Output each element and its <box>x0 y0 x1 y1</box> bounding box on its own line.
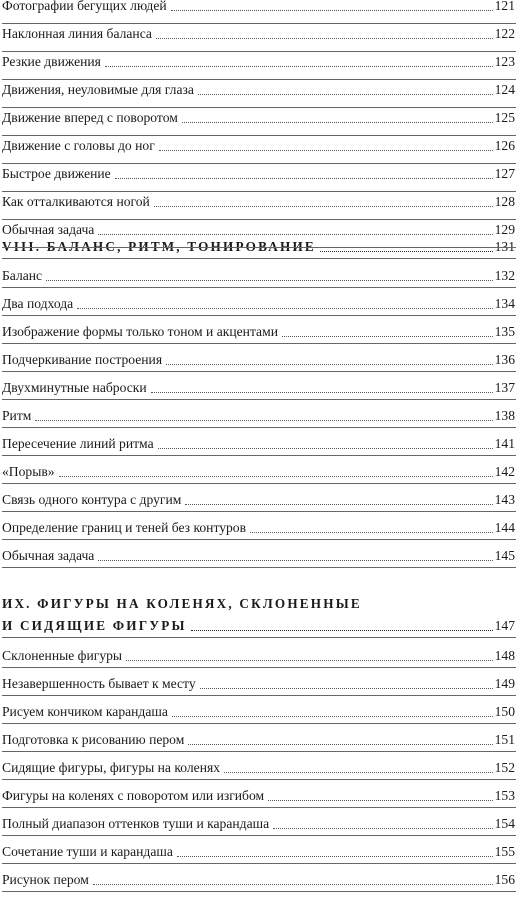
row-divider <box>2 51 516 52</box>
entry-title: Изображение формы только тоном и акцентами <box>2 324 278 339</box>
toc-entry[interactable] <box>2 296 515 312</box>
page-number: 149 <box>494 676 515 691</box>
dot-leader <box>273 827 493 829</box>
entry-title: И СИДЯЩИЕ ФИГУРЫ <box>2 618 187 633</box>
toc-entry[interactable] <box>2 110 515 126</box>
page-number: 142 <box>494 464 515 479</box>
toc-entry[interactable] <box>2 704 515 720</box>
dot-leader <box>320 250 493 252</box>
dot-leader <box>156 37 493 39</box>
dot-leader <box>250 531 493 533</box>
page-number: 132 <box>494 268 515 283</box>
page-number: 125 <box>494 110 515 125</box>
entry-title: Полный диапазон оттенков туши и карандаша <box>2 816 270 831</box>
dot-leader <box>59 475 493 477</box>
entry-title: Движения, неуловимые для глаза <box>2 82 194 97</box>
entry-title: Фигуры на коленях с поворотом или изгибом <box>2 788 265 803</box>
page-number: 148 <box>494 648 515 663</box>
page-number: 154 <box>494 816 515 831</box>
dot-leader <box>198 93 493 95</box>
toc-entry[interactable] <box>2 352 515 368</box>
page-number: 144 <box>494 520 515 535</box>
dot-leader <box>166 363 493 365</box>
dot-leader <box>93 883 493 885</box>
toc-entry[interactable] <box>2 648 515 664</box>
entry-title: Определение границ и теней без контуров <box>2 520 247 535</box>
page-number: 138 <box>494 408 515 423</box>
toc-entry[interactable] <box>2 82 515 98</box>
dot-leader <box>77 307 492 309</box>
page-number: 137 <box>494 380 515 395</box>
toc-entry[interactable] <box>2 436 515 452</box>
entry-title: Наклонная линия баланса <box>2 26 152 41</box>
entry-title: Как отталкиваются ногой <box>2 194 150 209</box>
page-number: 156 <box>494 872 515 887</box>
entry-title: Баланс <box>2 268 43 283</box>
chapter-title: ИХ. ФИГУРЫ НА КОЛЕНЯХ, СКЛОНЕННЫЕ <box>2 596 362 611</box>
toc-entry[interactable] <box>2 166 515 182</box>
dot-leader <box>151 391 493 393</box>
row-divider <box>2 455 516 456</box>
dot-leader <box>115 177 493 179</box>
entry-title: Двухминутные наброски <box>2 380 147 395</box>
entry-title: Рисуем кончиком карандаша <box>2 704 168 719</box>
dot-leader <box>282 335 493 337</box>
toc-entry[interactable] <box>2 138 515 154</box>
page-number: 131 <box>494 239 515 254</box>
toc-entry[interactable] <box>2 520 515 536</box>
toc-entry[interactable] <box>2 54 515 70</box>
toc-entry[interactable] <box>2 222 515 238</box>
page-number: 127 <box>494 166 515 181</box>
dot-leader <box>159 149 493 151</box>
page-number: 129 <box>494 222 515 237</box>
dot-leader <box>126 659 493 661</box>
row-divider <box>2 637 516 638</box>
row-divider <box>2 723 516 724</box>
entry-title: Подготовка к рисованию пером <box>2 732 185 747</box>
page-number: 152 <box>494 760 515 775</box>
dot-leader <box>185 503 492 505</box>
row-divider <box>2 23 516 24</box>
entry-title: Быстрое движение <box>2 166 111 181</box>
row-divider <box>2 751 516 752</box>
row-divider <box>2 247 516 248</box>
chapter-entry[interactable] <box>2 618 515 634</box>
row-divider <box>2 219 516 220</box>
entry-title: Резкие движения <box>2 54 101 69</box>
entry-title: Движение с головы до ног <box>2 138 155 153</box>
entry-title: Фотографии бегущих людей <box>2 0 167 13</box>
page-number: 134 <box>494 296 515 311</box>
entry-title: Ритм <box>2 408 32 423</box>
toc-entry[interactable] <box>2 380 515 396</box>
entry-title: Два подхода <box>2 296 74 311</box>
row-divider <box>2 483 516 484</box>
row-divider <box>2 667 516 668</box>
row-divider <box>2 79 516 80</box>
toc-entry[interactable] <box>2 676 515 692</box>
row-divider <box>2 539 516 540</box>
entry-title: Связь одного контура с другим <box>2 492 182 507</box>
entry-title: Склоненные фигуры <box>2 648 123 663</box>
row-divider <box>2 779 516 780</box>
page-number: 135 <box>494 324 515 339</box>
page-number: 151 <box>494 732 515 747</box>
page-number: 153 <box>494 788 515 803</box>
dot-leader <box>35 419 492 421</box>
row-divider <box>2 567 516 568</box>
entry-title: Пересечение линий ритма <box>2 436 154 451</box>
entry-title: Подчеркивание построения <box>2 352 163 367</box>
dot-leader <box>158 447 493 449</box>
row-divider <box>2 511 516 512</box>
toc-entry[interactable] <box>2 872 515 888</box>
dot-leader <box>182 121 493 123</box>
dot-leader <box>191 629 493 631</box>
entry-title: Обычная задача <box>2 548 95 563</box>
entry-title: VIII. БАЛАНС, РИТМ, ТОНИРОВАНИЕ <box>2 239 316 254</box>
toc-entry[interactable] <box>2 492 515 508</box>
row-divider <box>2 695 516 696</box>
page-number: 122 <box>494 26 515 41</box>
dot-leader <box>224 771 493 773</box>
dot-leader <box>154 205 493 207</box>
toc-entry[interactable] <box>2 268 515 284</box>
dot-leader <box>172 715 493 717</box>
toc-entry[interactable] <box>2 844 515 860</box>
page-number: 147 <box>494 618 515 633</box>
page-number: 150 <box>494 704 515 719</box>
row-divider <box>2 107 516 108</box>
dot-leader <box>105 65 493 67</box>
toc-entry[interactable] <box>2 732 515 748</box>
page-number: 124 <box>494 82 515 97</box>
row-divider <box>2 427 516 428</box>
row-divider <box>2 891 516 892</box>
row-divider <box>2 258 516 259</box>
row-divider <box>2 863 516 864</box>
page-number: 128 <box>494 194 515 209</box>
toc-entry[interactable] <box>2 408 515 424</box>
row-divider <box>2 399 516 400</box>
dot-leader <box>46 279 493 281</box>
row-divider <box>2 287 516 288</box>
toc-entry[interactable] <box>2 0 515 14</box>
toc-entry[interactable] <box>2 26 515 42</box>
page-number: 136 <box>494 352 515 367</box>
entry-title: Движение вперед с поворотом <box>2 110 178 125</box>
toc-entry[interactable] <box>2 788 515 804</box>
page-number: 145 <box>494 548 515 563</box>
row-divider <box>2 135 516 136</box>
row-divider <box>2 835 516 836</box>
page-number: 141 <box>494 436 515 451</box>
toc-entry[interactable] <box>2 816 515 832</box>
dot-leader <box>98 559 492 561</box>
entry-title: Обычная задача <box>2 222 95 237</box>
dot-leader <box>98 233 492 235</box>
toc-entry[interactable] <box>2 324 515 340</box>
dot-leader <box>200 687 493 689</box>
dot-leader <box>171 9 493 11</box>
page-number: 121 <box>494 0 515 13</box>
row-divider <box>2 191 516 192</box>
row-divider <box>2 315 516 316</box>
dot-leader <box>268 799 492 801</box>
toc-entry[interactable] <box>2 194 515 210</box>
page-number: 126 <box>494 138 515 153</box>
entry-title: Сидящие фигуры, фигуры на коленях <box>2 760 221 775</box>
dot-leader <box>188 743 492 745</box>
row-divider <box>2 163 516 164</box>
toc-entry[interactable] <box>2 760 515 776</box>
page-number: 155 <box>494 844 515 859</box>
entry-title: Сочетание туши и карандаша <box>2 844 173 859</box>
row-divider <box>2 807 516 808</box>
toc-entry[interactable] <box>2 548 515 564</box>
entry-title: Незавершенность бывает к месту <box>2 676 196 691</box>
page-number: 123 <box>494 54 515 69</box>
row-divider <box>2 343 516 344</box>
row-divider <box>2 371 516 372</box>
page-number: 143 <box>494 492 515 507</box>
entry-title: «Порыв» <box>2 464 55 479</box>
entry-title: Рисунок пером <box>2 872 89 887</box>
dot-leader <box>177 855 493 857</box>
toc-entry[interactable] <box>2 464 515 480</box>
